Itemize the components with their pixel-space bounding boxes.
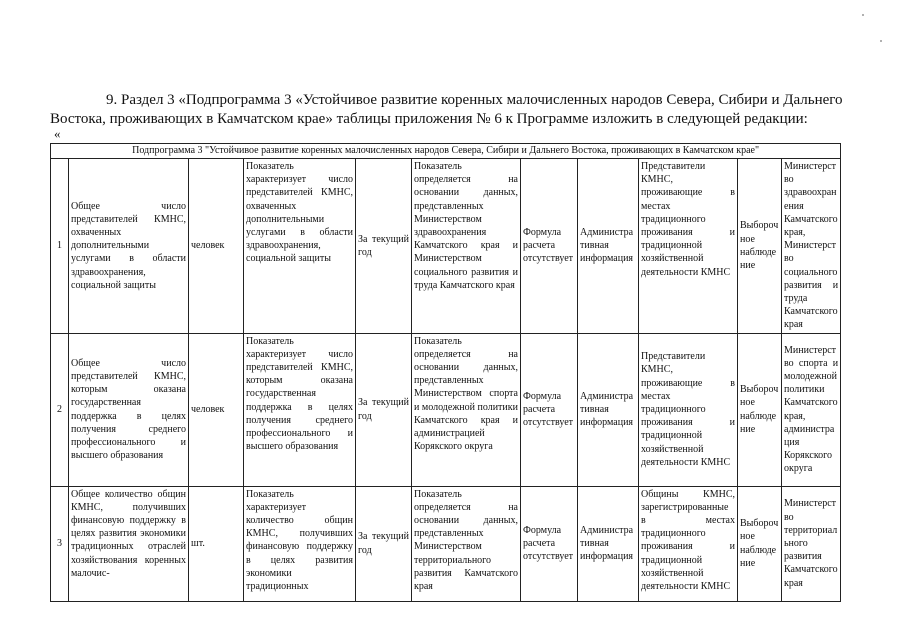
table-row [51,333,841,486]
definition-cell: Показатель характеризует число представителей КМНС, которым оказана государственная поддержка в целях получения среднего профессионального и высшего образования [244,333,356,486]
method-cell: Показатель определяется на основании данных, представленных Министерством здравоохранения Камчатского края и Министерством социального развития и труда Камчатского края [412,159,521,334]
formula-cell: Формула расчета отсутствует [521,159,578,334]
table-header-row [51,144,841,159]
source-cell: Административная информация [578,333,639,486]
responsible-cell: Министерство спорта и молодежной политики Камчатского края, администрация Корякского округа [782,333,841,486]
opening-quote: « [54,126,61,141]
source-cell: Административная информация [578,159,639,334]
subprogram-header: Подпрограмма 3 "Устойчивое развитие коренных малочисленных народов Севера, Сибири и Дальнего Востока, проживающих в Камчатском крае" [51,144,841,159]
definition-cell: Показатель характеризует число представителей КМНС, охваченных дополнительными услугами в области здравоохранения, социальной защиты [244,159,356,334]
responsible-cell: Министерство здравоохранения Камчатского края, Министерство социального развития и труда Камчатского края [782,159,841,334]
sample-cell: Выборочное наблюдение [738,333,782,486]
definition-cell: Показатель характеризует количество общин КМНС, получивших финансовую поддержку в целях развития экономики традиционных [244,486,356,601]
unit-cell: человек [189,159,244,334]
source-cell: Административная информация [578,486,639,601]
row-number: 3 [51,486,69,601]
table-row [51,486,841,601]
period-cell: За текущий год [356,159,412,334]
observation-unit-cell: Общины КМНС, зарегистрированные в местах традиционного проживания и традиционной хозяйственной деятельности КМНС [639,486,738,601]
scan-speck [880,40,882,42]
formula-cell: Формула расчета отсутствует [521,333,578,486]
responsible-cell: Министерство территориального развития Камчатского края [782,486,841,601]
unit-cell: шт. [189,486,244,601]
observation-unit-cell: Представители КМНС, проживающие в местах традиционного проживания и традиционной хозяйственной деятельности КМНС [639,159,738,334]
row-number: 1 [51,159,69,334]
scan-speck [862,14,864,16]
formula-cell: Формула расчета отсутствует [521,486,578,601]
sample-cell: Выборочное наблюдение [738,486,782,601]
indicator-name: Общее число представителей КМНС, которым оказана государственная поддержка в целях получения среднего профессионального и высшего образования [69,333,189,486]
period-cell: За текущий год [356,333,412,486]
indicator-name: Общее количество общин КМНС, получивших финансовую поддержку в целях развития экономики традиционных отраслей хозяйствования коренных малочис- [69,486,189,601]
period-cell: За текущий год [356,486,412,601]
table-row [51,159,841,334]
observation-unit-cell: Представители КМНС, проживающие в местах традиционного проживания и традиционной хозяйственной деятельности КМНС [639,333,738,486]
indicator-name: Общее число представителей КМНС, охваченных дополнительными услугами в области здравоохранения, социальной защиты [69,159,189,334]
unit-cell: человек [189,333,244,486]
method-cell: Показатель определяется на основании данных, представленных Министерством территориального развития Камчатского края [412,486,521,601]
method-cell: Показатель определяется на основании данных, представленных Министерством спорта и молодежной политики Камчатского края и администрацией Корякского округа [412,333,521,486]
intro-paragraph: 9. Раздел 3 «Подпрограмма 3 «Устойчивое развитие коренных малочисленных народов Севера, Сибири и Дальнего Востока, проживающих в Камчатском крае» таблицы приложения № 6 к Программе изложить в следующей редакции: [50,92,843,127]
sample-cell: Выборочное наблюдение [738,159,782,334]
row-number: 2 [51,333,69,486]
indicators-table [50,143,841,602]
